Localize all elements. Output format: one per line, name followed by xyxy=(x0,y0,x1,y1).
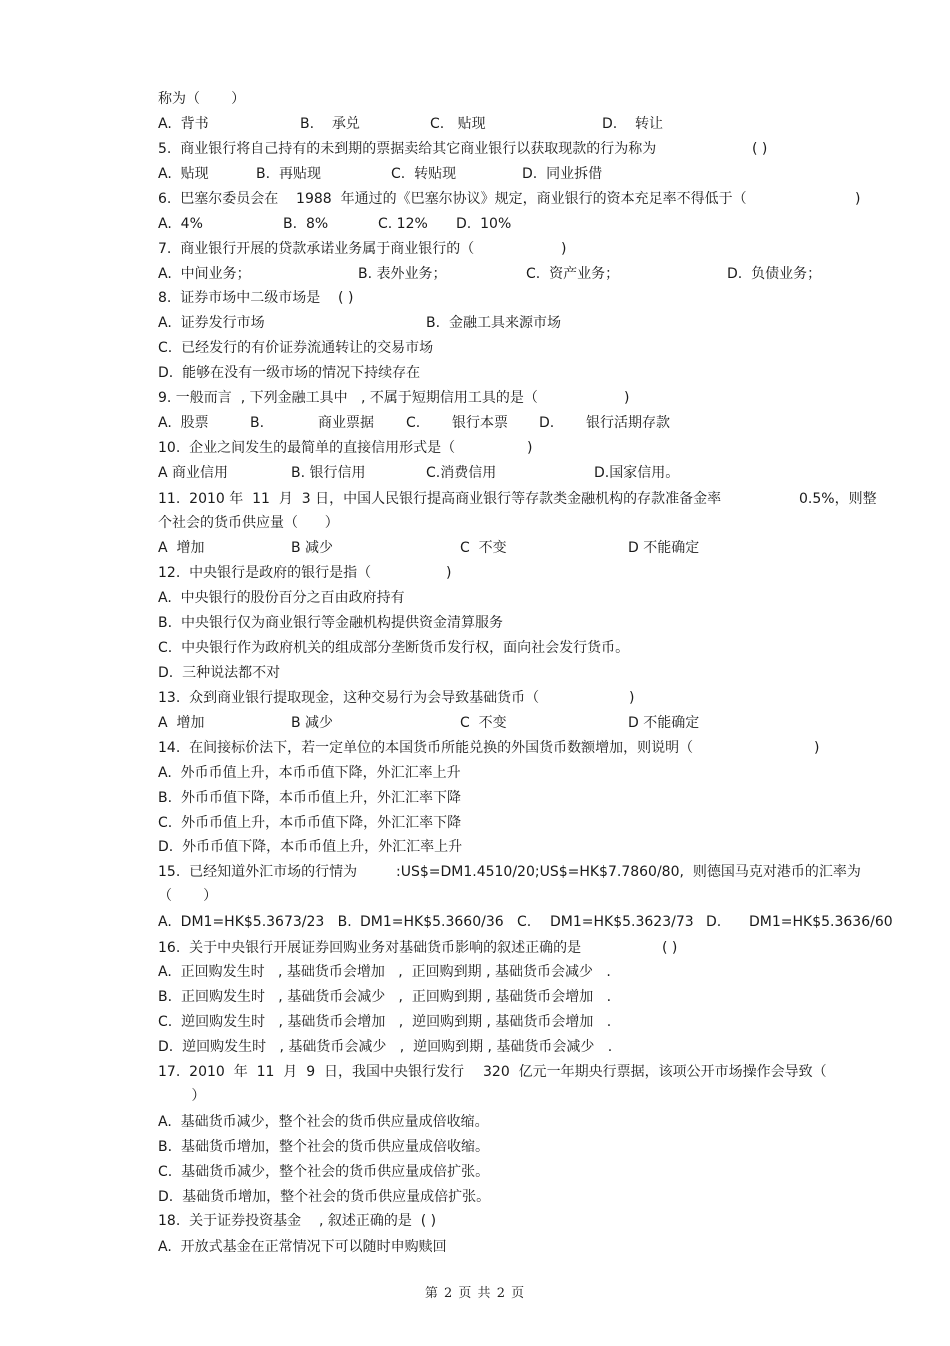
text-segment: 银行本票 xyxy=(452,415,508,431)
text-segment: D. 负债业务； xyxy=(727,266,822,282)
text-segment: D. 三种说法都不对 xyxy=(158,665,281,681)
text-segment: D. xyxy=(539,415,555,431)
text-segment: D. 能够在没有一级市场的情况下持续存在 xyxy=(158,365,421,381)
text-segment: 17. 2010 年 11 月 9 日，我国中央银行发行 xyxy=(158,1064,465,1080)
text-line xyxy=(158,412,890,434)
text-segment: A 商业信用 xyxy=(158,465,229,481)
text-segment: ) xyxy=(527,440,533,456)
text-segment: ) xyxy=(629,690,635,706)
text-line xyxy=(158,1085,890,1107)
text-segment: 个社会的货币供应量（ ） xyxy=(158,515,339,531)
text-segment: 5. 商业银行将自己持有的未到期的票据卖给其它商业银行以获取现款的行为称为 xyxy=(158,141,657,157)
text-line xyxy=(158,937,890,959)
text-segment: A. DM1=HK$5.3673/23 B. xyxy=(158,914,352,930)
text-segment: ) xyxy=(624,390,630,406)
text-segment: 0.5%，则整 xyxy=(799,491,877,507)
text-line xyxy=(158,287,890,309)
text-segment: 14. 在间接标价法下，若一定单位的本国货币所能兑换的外国货币数额增加，则说明（ xyxy=(158,740,694,756)
text-line xyxy=(158,836,890,858)
text-segment: D 不能确定 xyxy=(628,540,700,556)
text-segment: DM1=HK$5.3623/73 xyxy=(550,914,694,930)
text-segment: 6. 巴塞尔委员会在 1988 年通过的《巴塞尔协议》规定，商业银行的资本充足率不得低于（ xyxy=(158,191,747,207)
text-segment: B. 基础货币增加，整个社会的货币供应量成倍收缩。 xyxy=(158,1139,489,1155)
text-segment: （ ） xyxy=(158,888,218,904)
text-segment: DM1=HK$5.3660/36 C. xyxy=(360,914,532,930)
text-line xyxy=(158,762,890,784)
text-segment: A. 开放式基金在正常情况下可以随时申购赎回 xyxy=(158,1239,447,1255)
text-line xyxy=(158,488,890,510)
text-segment: C 不变 xyxy=(460,715,507,731)
text-segment: C. 中央银行作为政府机关的组成部分垄断货币发行权，面向社会发行货币。 xyxy=(158,640,630,656)
text-line xyxy=(158,163,890,185)
text-segment: B. 8% xyxy=(283,216,329,232)
text-line xyxy=(158,1011,890,1033)
text-segment: 11. 2010 年 11 月 3 日，中国人民银行提高商业银行等存款类金融机构的存款准备金率 xyxy=(158,491,722,507)
text-line xyxy=(158,861,890,883)
text-segment: ( ) xyxy=(662,940,678,956)
text-line xyxy=(158,362,890,384)
text-line xyxy=(158,737,890,759)
text-line xyxy=(158,911,893,933)
text-segment: C. 资产业务； xyxy=(526,266,620,282)
text-segment: A 增加 xyxy=(158,540,205,556)
text-segment: 9. 一般而言 , 下列金融工具中 , 不属于短期信用工具的是（ xyxy=(158,390,538,406)
text-segment: D 不能确定 xyxy=(628,715,700,731)
text-segment: A. 背书 xyxy=(158,116,209,132)
text-line xyxy=(158,1061,890,1083)
text-segment: DM1=HK$5.3636/60 xyxy=(749,914,893,930)
text-line xyxy=(158,337,890,359)
text-segment: B. 外币币值下降，本币币值上升，外汇汇率下降 xyxy=(158,790,461,806)
text-segment: D. 同业拆借 xyxy=(522,166,603,182)
text-line xyxy=(158,612,890,634)
text-line xyxy=(158,312,890,334)
text-segment: A. 贴现 xyxy=(158,166,209,182)
page-footer: 第 2 页 共 2 页 xyxy=(424,1286,526,1301)
text-segment: 称为（ ） xyxy=(158,91,246,107)
text-segment: A. 股票 xyxy=(158,415,209,431)
text-segment: B. 金融工具来源市场 xyxy=(426,315,561,331)
text-segment: D. xyxy=(706,914,722,930)
text-segment: C. 12% xyxy=(378,216,428,232)
text-line xyxy=(158,1136,890,1158)
text-line xyxy=(158,712,890,734)
text-line xyxy=(158,1186,890,1208)
text-line xyxy=(158,512,890,534)
text-line xyxy=(158,587,890,609)
text-segment: 18. 关于证券投资基金 , 叙述正确的是 ( ) xyxy=(158,1213,437,1229)
text-segment: :US$=DM1.4510/20;US$=HK$7.7860/80, 则德国马克对港币的汇率为 xyxy=(396,864,861,880)
text-segment: B. 表外业务； xyxy=(358,266,447,282)
text-segment: D. 10% xyxy=(456,216,512,232)
text-segment: A. 正回购发生时 , 基础货币会增加 , 正回购到期 , 基础货币会减少 . xyxy=(158,964,611,980)
text-segment: C. 贴现 xyxy=(430,116,486,132)
text-segment: A. 证券发行市场 xyxy=(158,315,265,331)
text-segment: C. 逆回购发生时 , 基础货币会增加 , 逆回购到期 , 基础货币会增加 . xyxy=(158,1014,612,1030)
text-line xyxy=(158,1210,890,1232)
text-segment: 银行活期存款 xyxy=(586,415,670,431)
text-segment: ( ) xyxy=(752,141,768,157)
text-segment: D. 逆回购发生时 , 基础货币会减少 , 逆回购到期 , 基础货币会减少 . xyxy=(158,1039,613,1055)
text-segment: B. 承兑 xyxy=(300,116,360,132)
text-line xyxy=(158,88,890,110)
text-segment: 10. 企业之间发生的最简单的直接信用形式是（ xyxy=(158,440,456,456)
text-line xyxy=(158,113,890,135)
text-line xyxy=(158,961,890,983)
text-segment: C. 已经发行的有价证券流通转让的交易市场 xyxy=(158,340,434,356)
text-segment: 12. 中央银行是政府的银行是指（ xyxy=(158,565,372,581)
text-segment: ) xyxy=(446,565,452,581)
text-segment: ） xyxy=(178,1088,206,1104)
text-segment: D. 基础货币增加，整个社会的货币供应量成倍扩张。 xyxy=(158,1189,491,1205)
text-segment: B. 再贴现 xyxy=(256,166,321,182)
text-line xyxy=(158,437,890,459)
text-segment: B. 正回购发生时 , 基础货币会减少 , 正回购到期 , 基础货币会增加 . xyxy=(158,989,612,1005)
text-segment: C. 外币币值上升，本币币值下降，外汇汇率下降 xyxy=(158,815,462,831)
text-line xyxy=(158,1036,890,1058)
text-segment: C 不变 xyxy=(460,540,507,556)
text-segment: A. 外币币值上升，本币币值下降，外汇汇率上升 xyxy=(158,765,461,781)
text-segment: 320 亿元一年期央行票据，该项公开市场操作会导致（ xyxy=(483,1064,827,1080)
text-line xyxy=(158,812,890,834)
text-line xyxy=(158,213,890,235)
text-segment: D. 转让 xyxy=(602,116,664,132)
text-segment: D. 外币币值下降，本币币值上升，外汇汇率上升 xyxy=(158,839,463,855)
text-line xyxy=(158,787,890,809)
text-line xyxy=(158,687,890,709)
text-segment: A. 中央银行的股份百分之百由政府持有 xyxy=(158,590,405,606)
text-line xyxy=(158,138,890,160)
text-line xyxy=(158,662,890,684)
text-line xyxy=(158,562,890,584)
text-line xyxy=(158,637,890,659)
text-line xyxy=(158,537,890,559)
text-segment: B 减少 xyxy=(291,540,334,556)
text-segment: 8. 证券市场中二级市场是 ( ) xyxy=(158,290,354,306)
text-segment: ) xyxy=(561,241,567,257)
text-segment: C. 基础货币减少，整个社会的货币供应量成倍扩张。 xyxy=(158,1164,490,1180)
text-segment: 13. 众到商业银行提取现金，这种交易行为会导致基础货币（ xyxy=(158,690,540,706)
text-segment: C. xyxy=(406,415,421,431)
text-line xyxy=(158,238,890,260)
text-line xyxy=(158,387,890,409)
text-segment: ) xyxy=(814,740,820,756)
text-segment: A. 基础货币减少，整个社会的货币供应量成倍收缩。 xyxy=(158,1114,489,1130)
text-segment: B. 中央银行仅为商业银行等金融机构提供资金清算服务 xyxy=(158,615,503,631)
text-segment: C. 转贴现 xyxy=(391,166,457,182)
text-segment: A. 中间业务； xyxy=(158,266,251,282)
text-segment: 15. 已经知道外汇市场的行情为 xyxy=(158,864,358,880)
text-segment: B 减少 xyxy=(291,715,334,731)
text-segment: 16. 关于中央银行开展证券回购业务对基础货币影响的叙述正确的是 xyxy=(158,940,582,956)
text-segment: B. xyxy=(250,415,265,431)
text-line xyxy=(158,1111,890,1133)
text-line xyxy=(158,1161,890,1183)
text-line xyxy=(158,263,890,285)
text-line xyxy=(158,885,890,907)
text-line xyxy=(158,1236,890,1258)
text-line xyxy=(158,188,890,210)
text-segment: 商业票据 xyxy=(318,415,374,431)
text-segment: B. 银行信用 xyxy=(291,465,366,481)
text-line xyxy=(158,462,890,484)
text-segment: ) xyxy=(855,191,861,207)
text-segment: A 增加 xyxy=(158,715,205,731)
text-segment: D.国家信用。 xyxy=(594,465,680,481)
text-line xyxy=(158,986,890,1008)
text-segment: A. 4% xyxy=(158,216,203,232)
text-segment: 7. 商业银行开展的贷款承诺业务属于商业银行的（ xyxy=(158,241,475,257)
text-segment: C.消费信用 xyxy=(426,465,497,481)
